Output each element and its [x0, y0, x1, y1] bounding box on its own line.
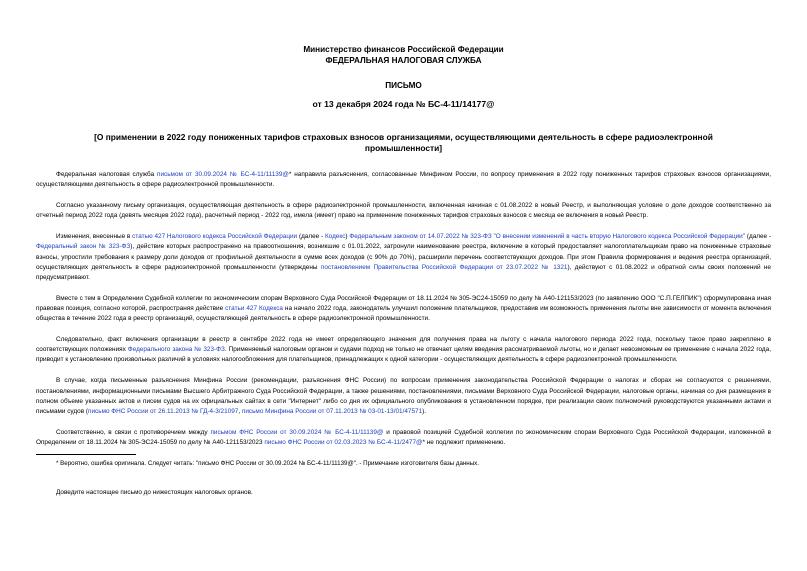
paragraph-text: Изменения, внесенные в: [56, 233, 133, 241]
paragraph-4: [36, 294, 771, 324]
link-minfin-letter-47571[interactable]: письмо Минфина России от 07.11.2013 № 03-01-13/01/47571: [241, 407, 423, 415]
footnote: * Вероятно, ошибка оригинала. Следует читать: "письмо ФНС России от 30.09.2024 № БС-4-11/11139@". - Примечание изготовителя базы данных.: [56, 459, 479, 467]
link-fns-letter-11139[interactable]: письмом от 30.09.2024 № БС-4-11/11139@: [157, 171, 289, 178]
link-federal-law-323-short[interactable]: Федеральный закон № 323-ФЗ: [36, 243, 131, 251]
ministry-name: Министерство финансов Российской Федерации: [303, 45, 504, 54]
paragraph-1: [36, 170, 771, 190]
paragraph-text: Согласно указанному письму организация, осуществляющая деятельность в сфере радиоэлектронной промышленности, включенная начиная с 01.08.2022 в новый Реестр, и выполняющая условие о доле доходов соответственно за отчетный период 2022 года (девять месяцев 2022 года), расчетный период - 2022 год, имела (имеет) право на применение пониженных тарифов страховых взносов с месяца ее включения в новый Реестр.: [36, 202, 771, 220]
service-name: ФЕДЕРАЛЬНАЯ НАЛОГОВАЯ СЛУЖБА: [325, 56, 482, 65]
paragraph-text: Следовательно, факт включения организации в реестр в сентябре 2022 года не имеет определяющего значения для получения права на льготу с начала налогового периода 2022 года, поскольку такое право закреплено в соответствующих положениях: [36, 336, 771, 354]
document-subject: [О применении в 2022 году пониженных тарифов страховых взносов организациями, осуществляющими деятельность в сфере радиоэлектронной промышленности]: [94, 132, 713, 153]
link-article-427[interactable]: статью 427 Налогового кодекса Российской Федерации: [132, 233, 298, 241]
paragraph-text: ), действие которых распространено на правоотношения, возникшие с 01.01.2022, затронули наименование реестра, включение в который предоставляет налогоплательщикам право на пониженные страховые взносы, упростили требования к размеру доли доходов от профильной деятельности в сумме всех доходов (с 90% до 70%), расширили перечень соответствующих доходов. При этом Правила формирования и ведения реестра организаций, осуществляющих деятельность в сфере радиоэлектронной промышленности (утверждены: [36, 243, 771, 271]
paragraph-2: [36, 201, 771, 221]
link-article-427-code[interactable]: статьи 427 Кодекса: [225, 304, 283, 312]
paragraph-text: и правовой позицией Судебной коллегии по экономическим спорам Верховного Суда Российской Федерации, изложенной в Определении от 18.11.2024 № 305-ЭС24-15059 по делу № А40-121153/2023: [36, 428, 771, 446]
paragraph-text: (далее -: [297, 233, 325, 241]
paragraph-text: ).: [422, 407, 427, 415]
paragraph-5: [36, 335, 771, 365]
link-code[interactable]: Кодекс: [324, 233, 346, 241]
paragraph-text: ): [345, 233, 350, 241]
document-type: ПИСЬМО: [385, 81, 422, 90]
document-date-number: от 13 декабря 2024 года № БС-4-11/14177@: [312, 99, 495, 109]
paragraph-text: Соответственно, в связи с противоречием между: [56, 428, 211, 436]
closing-instruction: Доведите настоящее письмо до нижестоящих налоговых органов.: [56, 488, 253, 496]
paragraph-text: на начало 2022 года, законодатель улучшил положение плательщиков, предоставив им возможность применения льготы вне зависимости от момента включения общества в течение 2022 года в реестр организаций, осуществляющей деятельность в сфере радиоэлектронной промышленности.: [36, 304, 771, 323]
paragraph-text: ,: [238, 407, 242, 415]
link-fns-letter-2477[interactable]: письмо ФНС России от 02.03.2023 № БС-4-11/2477@: [264, 438, 423, 446]
link-government-resolution-1321[interactable]: постановлением Правительства Российской Федерации от 23.07.2022 № 1321: [320, 263, 568, 271]
paragraph-text: . Применяемый налоговым органом и судами подход не только не отвечает целям введения рассматриваемой льготы, но и делает невозможным ее применение с начала 2022 года, приводит к установлению произвольных различий в условиях налогообложения для плательщиков, принадлежащих к одной категории - осуществляющих деятельность в сфере радиоэлектронной промышленности.: [36, 346, 771, 364]
link-federal-law-323[interactable]: Федеральным законом от 14.07.2022 № 323-ФЗ "О внесении изменений в часть вторую Налогового кодекса Российской Федерации": [349, 233, 746, 241]
paragraph-text: Федеральная налоговая служба: [56, 171, 157, 178]
paragraph-3: [36, 232, 771, 282]
paragraph-7: [36, 428, 771, 448]
paragraph-text: * направила разъяснения, согласованные Минфином России, по вопросу применения в 2022 году пониженных тарифов страховых взносов организациями, осуществляющими деятельность в сфере радиоэлектронной промышленности.: [36, 171, 771, 189]
paragraph-text: (далее -: [745, 233, 772, 241]
footnote-separator: [36, 454, 136, 455]
paragraph-text: ), действуют с 01.08.2022 и обратной силы своих положений не предусматривают.: [36, 263, 771, 281]
link-fns-letter-11139-p7[interactable]: письмом ФНС России от 30.09.2024 № БС-4-11/11139@: [210, 428, 384, 436]
paragraph-text: * не подлежит применению.: [422, 438, 506, 446]
paragraph-6: [36, 376, 771, 416]
link-fns-letter-21097[interactable]: письмо ФНС России от 26.11.2013 № ГД-4-3/21097: [88, 407, 239, 415]
paragraph-text: Вместе с тем в Определении Судебной коллегии по экономическим спорам Верховного Суда Российской Федерации от 18.11.2024 № 305-ЭС24-15059 по делу № А40-121153/2023 (по заявлению ООО "С.П.ГЕЛПИК") сформулирована иная правовая позиция, согласно которой, распространяя действие: [36, 294, 771, 312]
link-federal-law-323-p5[interactable]: Федерального закона № 323-ФЗ: [127, 346, 225, 354]
paragraph-text: В случае, когда письменные разъяснения Минфина России (рекомендации, разъяснения ФНС России) по вопросам применения законодательства Российской Федерации о налогах и сборах не согласуются с решениями, постановлениями, информационными письмами Высшего Арбитражного Суда Российской Федерации, а также решениями, постановлениями, письмами Верховного Суда Российской Федерации, налоговые органы, начиная со дня размещения в полном объеме указанных актов и писем судов на их официальных сайтах в сети "Интернет" либо со дня их официального опубликования в установленном порядке, при реализации своих полномочий руководствуются указанными актами и письмами судов (: [36, 377, 771, 415]
document-page: [36, 44, 771, 498]
